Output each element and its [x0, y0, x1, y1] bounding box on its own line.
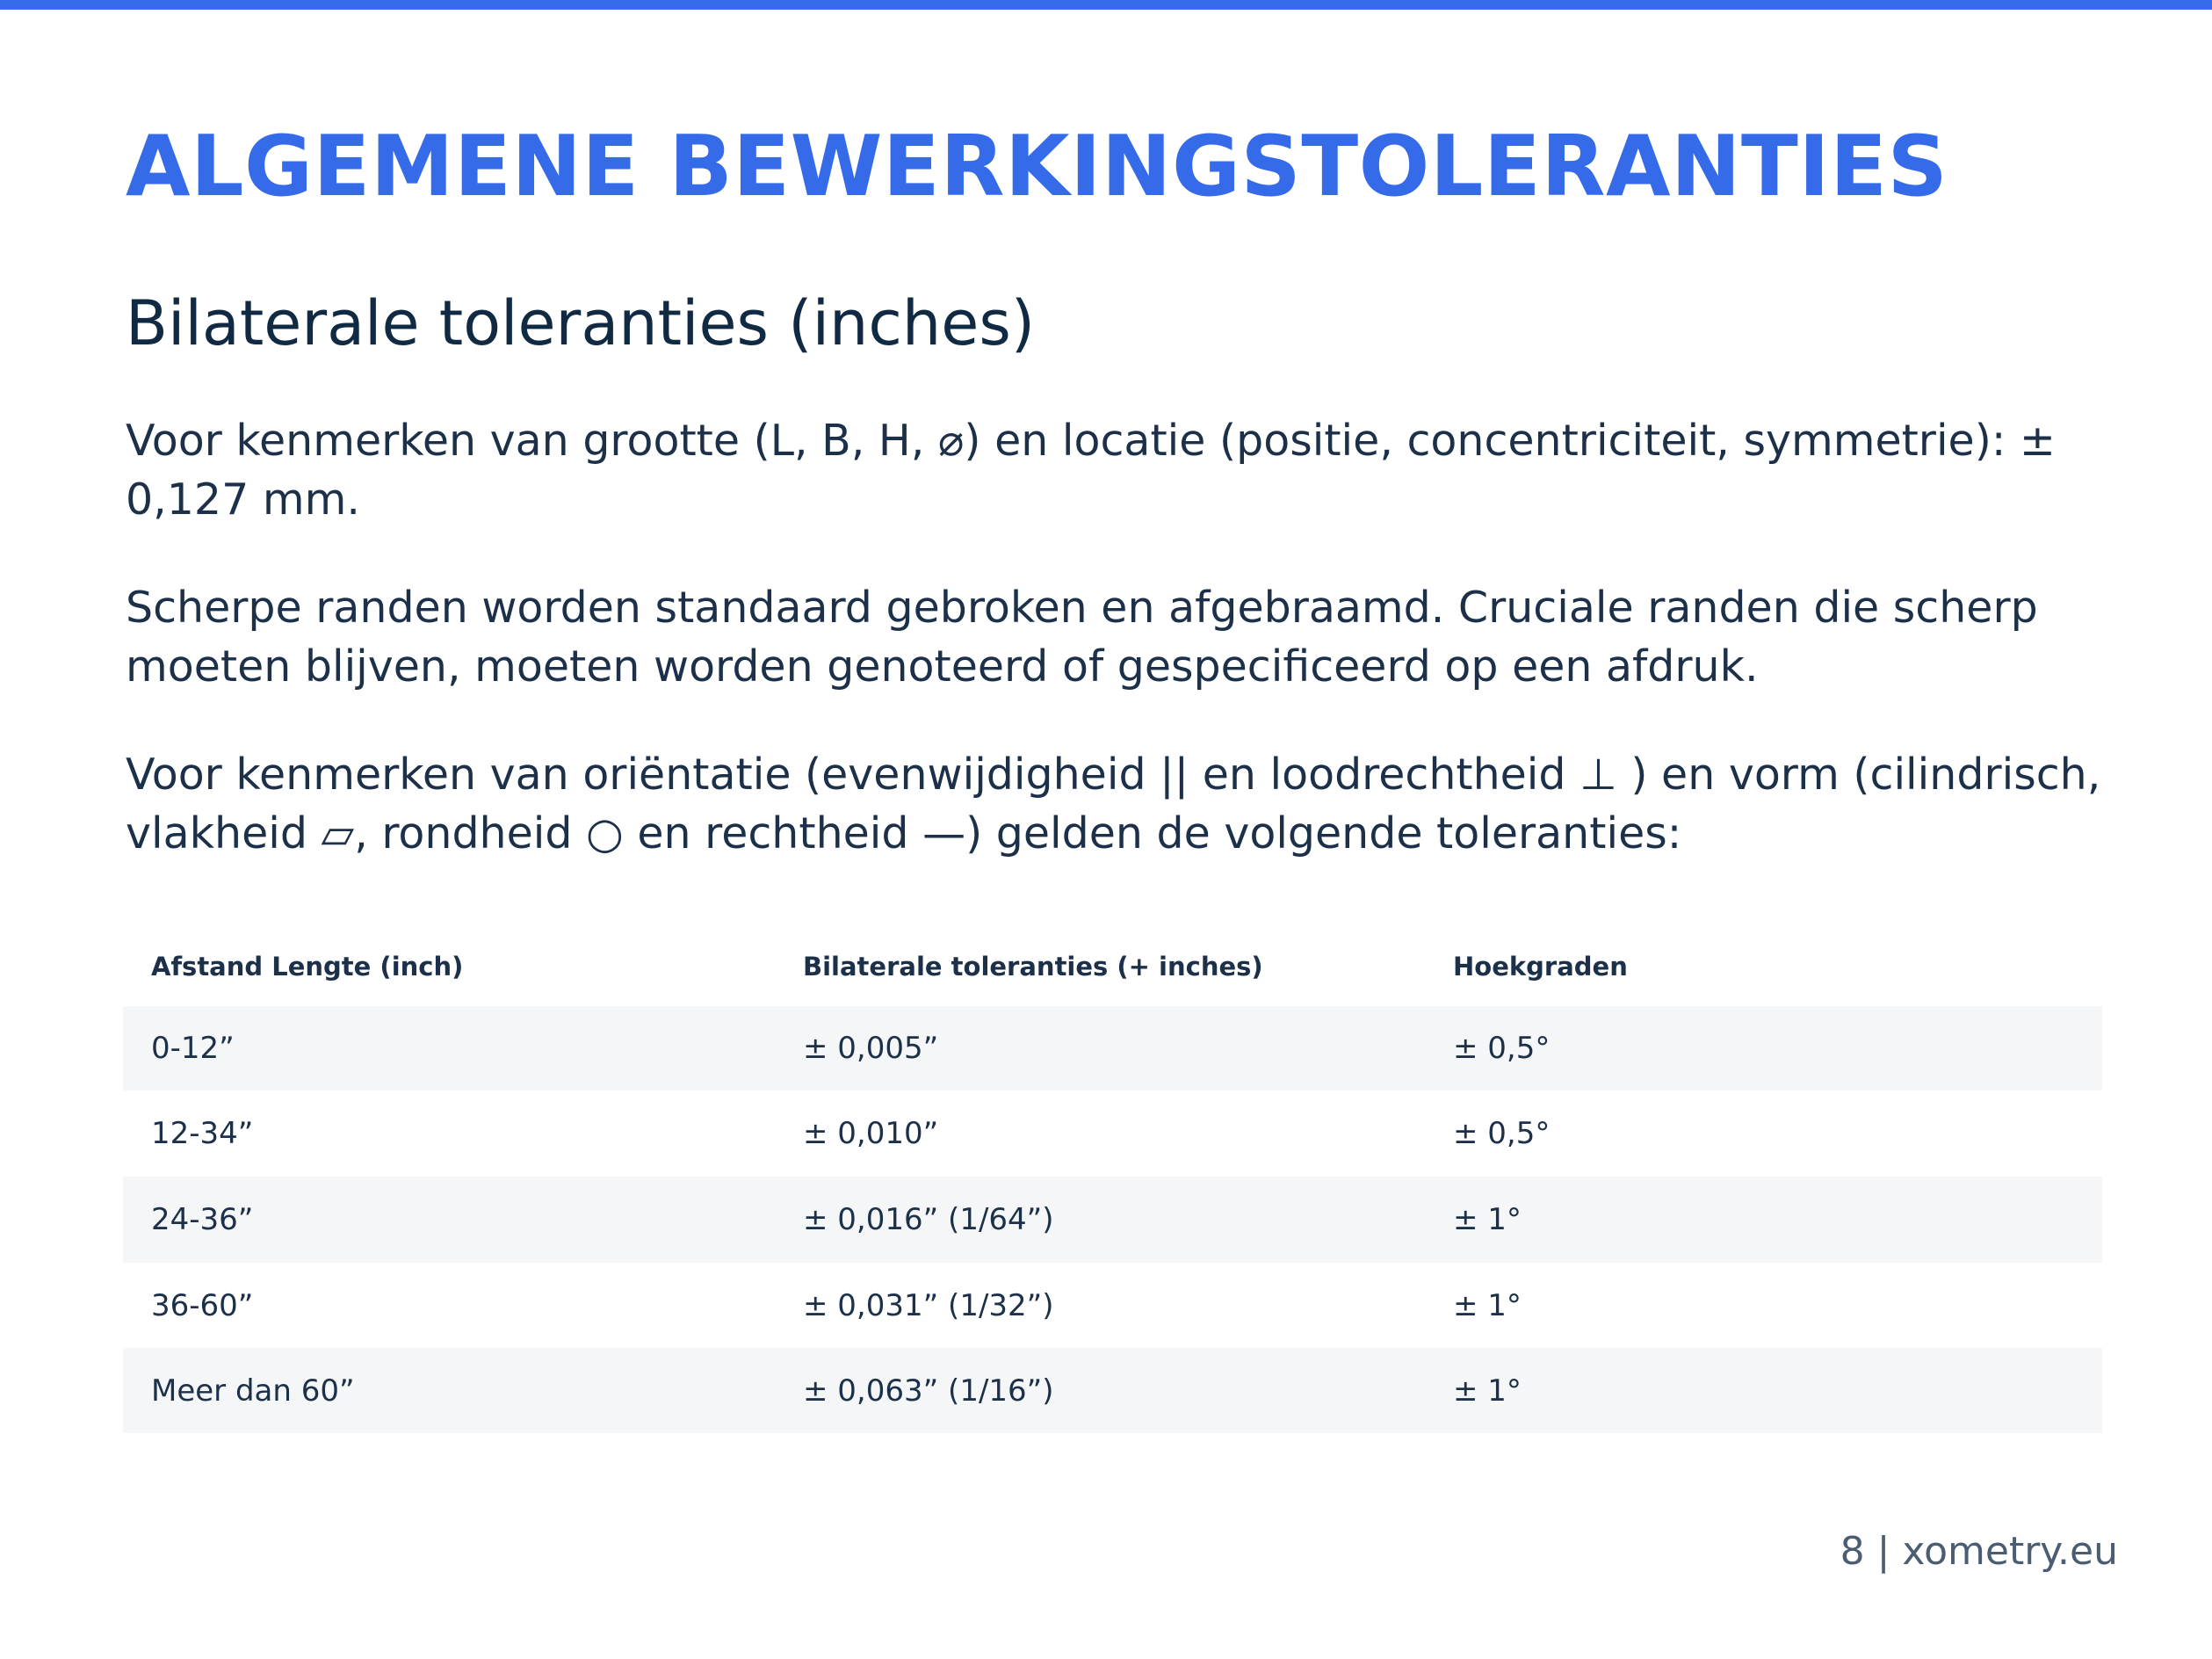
- cell-angle: ± 1°: [1453, 1287, 1522, 1323]
- paragraph-size-location: Voor kenmerken van grootte (L, B, H, ⌀) en locatie (positie, concentriciteit, symmetrie): ± 0,127 mm.: [126, 416, 2056, 525]
- section-subtitle: Bilaterale toleranties (inches): [126, 287, 1036, 359]
- header-distance-length: Afstand Lengte (inch): [151, 952, 464, 982]
- cell-angle: ± 0,5°: [1453, 1116, 1551, 1151]
- table-row: [123, 1263, 2102, 1348]
- cell-angle: ± 0,5°: [1453, 1031, 1551, 1066]
- cell-tolerance: ± 0,063” (1/16”): [803, 1373, 1054, 1409]
- cell-tolerance: ± 0,031” (1/32”): [803, 1287, 1054, 1323]
- page-number: 8: [1840, 1529, 1865, 1574]
- page-footer: [1840, 1525, 2118, 1578]
- cell-distance: 24-36”: [151, 1202, 254, 1237]
- paragraph-orientation-form: Voor kenmerken van oriëntatie (evenwijdigheid || en loodrechtheid ⊥ ) en vorm (cilindrisch, vlakheid ▱, rondheid ○ en rechtheid —) gelden de volgende toleranties:: [126, 750, 2101, 858]
- table-row: [123, 1348, 2102, 1433]
- page-title: ALGEMENE BEWERKINGSTOLERANTIES: [126, 119, 1948, 215]
- cell-distance: 36-60”: [151, 1287, 254, 1323]
- tolerance-table: [123, 927, 2102, 1433]
- table-row: [123, 1006, 2102, 1090]
- table-row: [123, 1090, 2102, 1177]
- footer-separator: |: [1876, 1529, 1890, 1574]
- cell-angle: ± 1°: [1453, 1202, 1522, 1237]
- header-angle-degrees: Hoekgraden: [1453, 952, 1628, 982]
- cell-distance: 12-34”: [151, 1116, 254, 1151]
- cell-angle: ± 1°: [1453, 1373, 1522, 1409]
- top-accent-bar: [0, 0, 2212, 10]
- cell-tolerance: ± 0,010”: [803, 1116, 939, 1151]
- cell-tolerance: ± 0,016” (1/64”): [803, 1202, 1054, 1237]
- table-row: [123, 1177, 2102, 1263]
- paragraph-sharp-edges: Scherpe randen worden standaard gebroken en afgebraamd. Cruciale randen die scherp moeten blijven, moeten worden genoteerd of gespecificeerd op een afdruk.: [126, 583, 2038, 692]
- header-bilateral-tolerance: Bilaterale toleranties (+ inches): [803, 952, 1263, 982]
- cell-tolerance: ± 0,005”: [803, 1031, 939, 1066]
- cell-distance: Meer dan 60”: [151, 1373, 355, 1409]
- table-header-row: [123, 927, 2102, 1006]
- cell-distance: 0-12”: [151, 1031, 235, 1066]
- footer-website: xometry.eu: [1902, 1529, 2118, 1574]
